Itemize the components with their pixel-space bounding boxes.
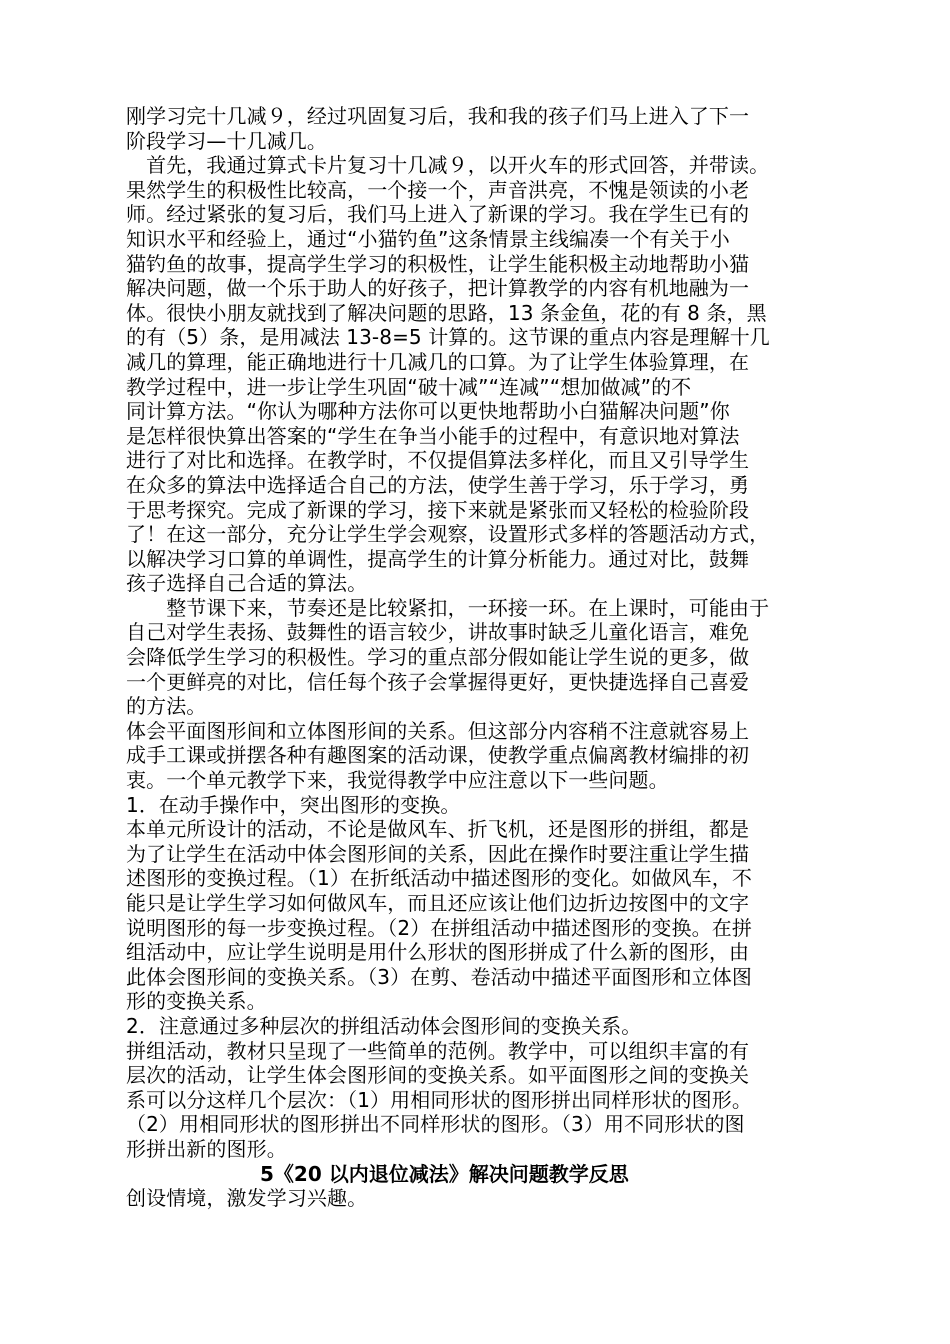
text-line: 为了让学生在活动中体会图形间的关系，因此在操作时要注重让学生描	[126, 841, 750, 866]
text-line: 整节课下来，节奏还是比较紧扣，一环接一环。在上课时，可能由于	[126, 595, 770, 620]
text-line: 的方法。	[126, 694, 207, 719]
text-line: 知识水平和经验上，通过“小猫钓鱼”这条情景主线编凑一个有关于小	[126, 226, 730, 251]
text-line: 说明图形的每一步变换过程。（2）在拼组活动中描述图形的变换。在拼	[126, 915, 752, 940]
text-line: 拼组活动，教材只呈现了一些简单的范例。教学中，可以组织丰富的有	[126, 1038, 750, 1063]
text-line: （2）用相同形状的图形拼出不同样形状的图形。（3）用不同形状的图	[126, 1112, 745, 1137]
text-line: 教学过程中，进一步让学生巩固“破十减”“连减”“想加做减”的不	[126, 374, 692, 399]
text-line: 自己对学生表扬、鼓舞性的语言较少，讲故事时缺乏儿童化语言，难免	[126, 620, 750, 645]
text-line: 系可以分这样几个层次：（1）用相同形状的图形拼出同样形状的图形。	[126, 1087, 752, 1112]
document-body	[126, 104, 846, 1211]
text-line: 一个更鲜亮的对比，信任每个孩子会掌握得更好，更快捷选择自己喜爱	[126, 669, 750, 694]
text-line: 述图形的变换过程。（1）在折纸活动中描述图形的变化。如做风车，不	[126, 866, 752, 891]
text-line: 体会平面图形间和立体图形间的关系。但这部分内容稍不注意就容易上	[126, 718, 750, 743]
text-line: 衷。一个单元教学下来，我觉得教学中应注意以下一些问题。	[126, 768, 669, 793]
text-line: 层次的活动，让学生体会图形间的变换关系。如平面图形之间的变换关	[126, 1063, 750, 1088]
text-line: 成手工课或拼摆各种有趣图案的活动课，使教学重点偏离教材编排的初	[126, 743, 750, 768]
text-line: 师。经过紧张的复习后，我们马上进入了新课的学习。我在学生已有的	[126, 202, 750, 227]
text-line: 解决问题，做一个乐于助人的好孩子，把计算教学的内容有机地融为一	[126, 276, 750, 301]
text-line: 1．在动手操作中，突出图形的变换。	[126, 792, 461, 817]
text-line: 同计算方法。“你认为哪种方法你可以更快地帮助小白猫解决问题”你	[126, 399, 730, 424]
text-line: 体。很快小朋友就找到了解决问题的思路，13 条金鱼，花的有 8 条，黑	[126, 300, 767, 325]
text-line: 此体会图形间的变换关系。（3）在剪、卷活动中描述平面图形和立体图	[126, 964, 752, 989]
text-line-final: 创设情境，激发学习兴趣。	[126, 1186, 368, 1211]
text-line: 刚学习完十几减９，经过巩固复习后，我和我的孩子们马上进入了下一	[126, 104, 750, 128]
text-line: 减几的算理，能正确地进行十几减几的口算。为了让学生体验算理，在	[126, 349, 750, 374]
text-line: 组活动中，应让学生说明是用什么形状的图形拼成了什么新的图形，由	[126, 940, 750, 965]
text-line: 首先，我通过算式卡片复习十几减９，以开火车的形式回答，并带读。	[126, 153, 770, 178]
text-line: 的有（5）条，是用减法 13-8=5 计算的。这节课的重点内容是理解十几	[126, 325, 770, 350]
text-line: 2．注意通过多种层次的拼组活动体会图形间的变换关系。	[126, 1013, 642, 1038]
text-line: 能只是让学生学习如何做风车，而且还应该让他们边折边按图中的文字	[126, 891, 750, 915]
text-line: 形拼出新的图形。	[126, 1136, 287, 1161]
text-line: 本单元所设计的活动，不论是做风车、折飞机，还是图形的拼组，都是	[126, 817, 750, 842]
text-line: 猫钓鱼的故事，提高学生学习的积极性，让学生能积极主动地帮助小猫	[126, 251, 750, 276]
text-line: 进行了对比和选择。在教学时，不仅提倡算法多样化，而且又引导学生	[126, 448, 750, 473]
text-line: 于思考探究。完成了新课的学习，接下来就是紧张而又轻松的检验阶段	[126, 497, 750, 522]
text-line: 果然学生的积极性比较高，一个接一个，声音洪亮，不愧是领读的小老	[126, 177, 750, 202]
text-line: 是怎样很快算出答案的“学生在争当小能手的过程中，有意识地对算法	[126, 423, 740, 448]
text-line: 以解决学习口算的单调性，提高学生的计算分析能力。通过对比，鼓舞	[126, 546, 750, 571]
section-title: 5《20 以内退位减法》解决问题教学反思	[260, 1161, 629, 1186]
paragraph-lines	[126, 104, 846, 1162]
text-line: 阶段学习—十几减几。	[126, 128, 327, 153]
text-line: 孩子选择自己合适的算法。	[126, 571, 368, 596]
text-line: 在众多的算法中选择适合自己的方法，使学生善于学习，乐于学习，勇	[126, 472, 750, 497]
text-line: 会降低学生学习的积极性。学习的重点部分假如能让学生说的更多，做	[126, 645, 750, 670]
text-line: 了！在这一部分，充分让学生学会观察，设置形式多样的答题活动方式，	[126, 522, 770, 547]
text-line: 形的变换关系。	[126, 989, 267, 1014]
